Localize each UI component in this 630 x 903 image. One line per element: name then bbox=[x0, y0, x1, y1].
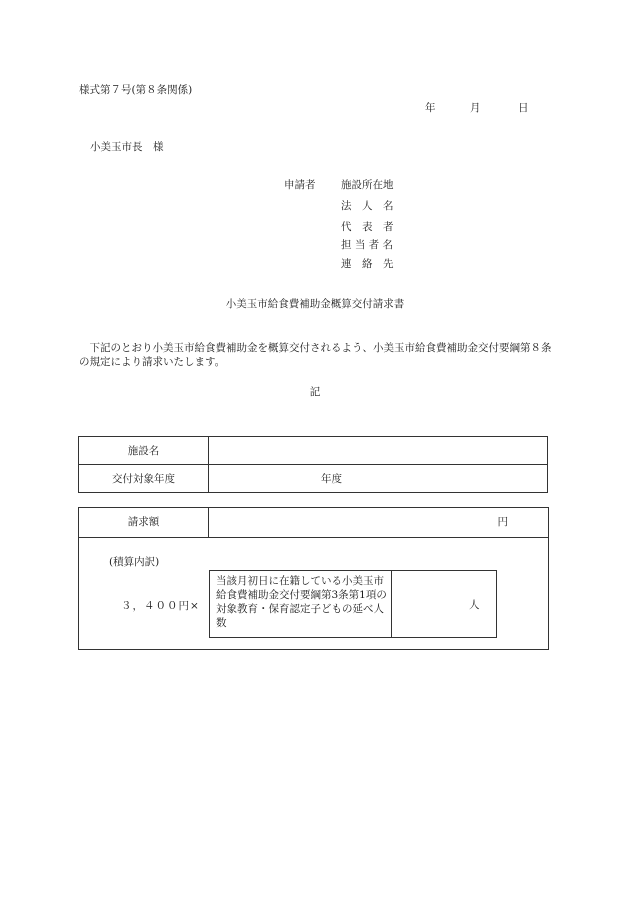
field-contact: 連 絡 先 bbox=[341, 258, 394, 270]
date-month-label: 月 bbox=[470, 102, 481, 114]
count-unit: 人 bbox=[469, 599, 480, 611]
target-year-value[interactable]: 年度 bbox=[209, 465, 548, 493]
facility-table bbox=[78, 436, 548, 493]
field-facility-location: 施設所在地 bbox=[341, 179, 394, 191]
applicant-label: 申請者 bbox=[284, 179, 316, 191]
date-year-label: 年 bbox=[425, 102, 436, 114]
document-title: 小美玉市給食費補助金概算交付請求書 bbox=[225, 298, 405, 310]
field-corporation-name: 法 人 名 bbox=[341, 200, 394, 212]
table-row bbox=[79, 437, 548, 465]
table-row bbox=[79, 465, 548, 493]
field-person-in-charge: 担 当 者 名 bbox=[341, 239, 394, 251]
amount-table bbox=[78, 507, 549, 650]
amount-unit: 円 bbox=[497, 516, 508, 528]
amount-label: 請求額 bbox=[79, 508, 209, 537]
amount-row bbox=[79, 508, 548, 538]
unit-price: ３，４００円× bbox=[121, 600, 200, 612]
addressee: 小美玉市長 様 bbox=[90, 141, 164, 153]
breakdown-label: (積算内訳) bbox=[109, 556, 160, 568]
divider bbox=[391, 571, 392, 637]
facility-name-value[interactable] bbox=[209, 437, 548, 465]
date-day-label: 日 bbox=[518, 102, 529, 114]
body-text: 下記のとおり小美玉市給食費補助金を概算交付されるよう、小美玉市給食費補助金交付要綱第８条の規定により請求いたします。 bbox=[79, 342, 552, 368]
ki-heading: 記 bbox=[309, 386, 321, 398]
facility-name-label: 施設名 bbox=[79, 437, 209, 465]
field-representative: 代 表 者 bbox=[341, 221, 394, 233]
count-description: 当該月初日に在籍している小美玉市給食費補助金交付要綱第3条第1項の対象教育・保育認定子どもの延べ人数 bbox=[216, 575, 387, 629]
breakdown-box bbox=[209, 570, 497, 638]
target-year-label: 交付対象年度 bbox=[79, 465, 209, 493]
form-number: 様式第７号(第８条関係) bbox=[79, 84, 193, 96]
